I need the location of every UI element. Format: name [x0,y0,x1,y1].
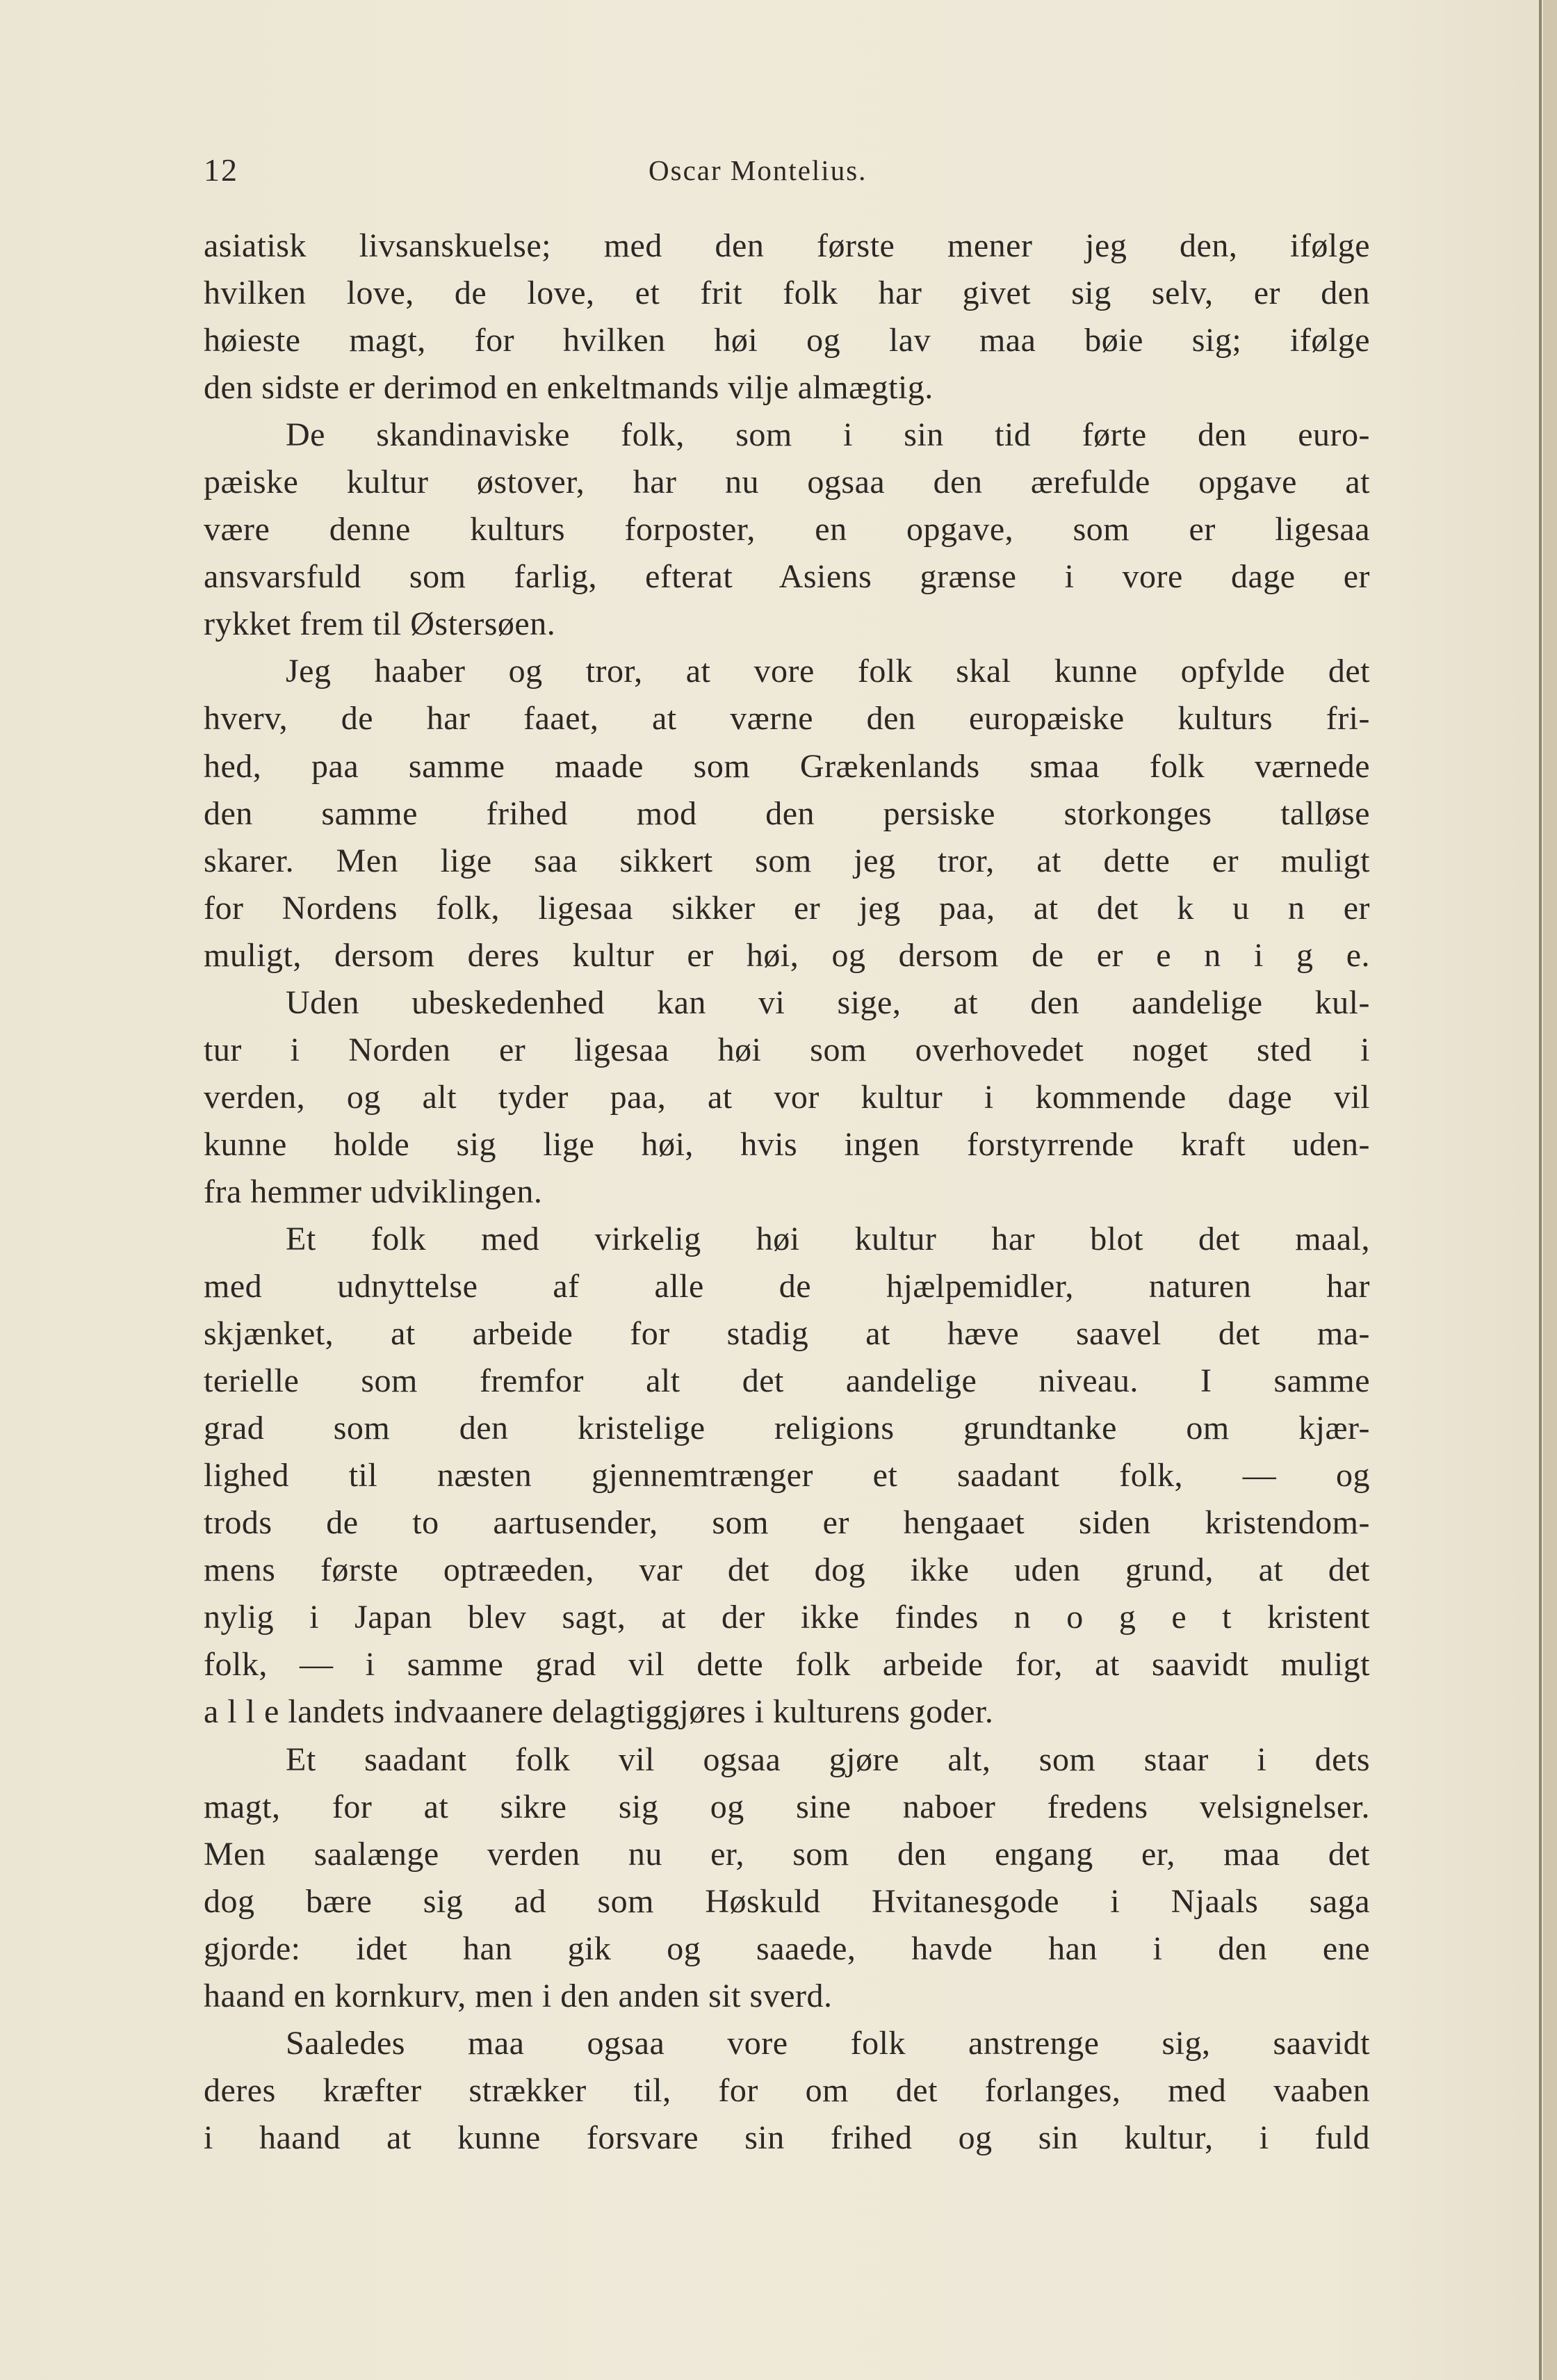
text-line: være denne kulturs forposter, en opgave, som er ligesaa [204,511,1370,548]
text-line: verden, og alt tyder paa, at vor kultur i kommende dage vil [204,1078,1370,1116]
page-number: 12 [204,152,238,188]
text-line: Uden ubeskedenhed kan vi sige, at den aandelige kul- [286,984,1370,1021]
text-line: fra hemmer udviklingen. [204,1173,543,1210]
text-line: den samme frihed mod den persiske storkonges talløse [204,794,1370,832]
running-head: Oscar Montelius. [649,154,867,186]
text-line: hed, paa samme maade som Grækenlands smaa folk værnede [204,747,1370,785]
text-line: kunne holde sig lige høi, hvis ingen forstyrrende kraft uden- [204,1125,1370,1163]
text-line: grad som den kristelige religions grundtanke om kjær- [204,1410,1370,1447]
text-line: for Nordens folk, ligesaa sikker er jeg paa, at det k u n er [204,889,1370,927]
text-line: gjorde: idet han gik og saaede, havde han i den ene [204,1930,1370,1967]
text-line: ansvarsfuld som farlig, efterat Asiens grænse i vore dage er [204,558,1370,596]
text-line: asiatisk livsanskuelse; med den første mener jeg den, ifølge [204,227,1370,264]
text-line: Et saadant folk vil ogsaa gjøre alt, som staar i dets [286,1741,1370,1778]
page-header [204,142,1371,198]
page-edge [1543,0,1557,2380]
text-line: deres kræfter strækker til, for om det forlanges, med vaaben [204,2071,1370,2109]
text-line: med udnyttelse af alle de hjælpemidler, naturen har [204,1268,1370,1305]
text-line: hvilken love, de love, et frit folk har givet sig selv, er den [204,275,1370,312]
text-line: terielle som fremfor alt det aandelige niveau. I samme [204,1362,1370,1400]
text-line: haand en kornkurv, men i den anden sit sverd. [204,1977,833,2014]
text-line: Men saalænge verden nu er, som den engang er, maa det [204,1835,1370,1873]
page-edge-line [1539,0,1542,2380]
text-line: hverv, de har faaet, at værne den europæiske kulturs fri- [204,700,1370,737]
text-line: De skandinaviske folk, som i sin tid førte den euro- [286,416,1370,454]
text-line: den sidste er derimod en enkeltmands vilje almægtig. [204,369,934,407]
text-line: Jeg haaber og tror, at vore folk skal kunne opfylde det [286,653,1370,690]
text-line: tur i Norden er ligesaa høi som overhovedet noget sted i [204,1031,1370,1068]
text-line: muligt, dersom deres kultur er høi, og dersom de er e n i g e. [204,936,1370,974]
text-line: rykket frem til Østersøen. [204,605,556,643]
text-line: mens første optræeden, var det dog ikke uden grund, at det [204,1551,1370,1589]
text-line: pæiske kultur østover, har nu ogsaa den ærefulde opgave at [204,464,1370,501]
text-line: Et folk med virkelig høi kultur har blot det maal, [286,1220,1370,1257]
text-line: magt, for at sikre sig og sine naboer fredens velsignelser. [204,1788,1370,1825]
text-line: skjænket, at arbeide for stadig at hæve saavel det ma- [204,1315,1370,1353]
text-line: lighed til næsten gjennemtrænger et saadant folk, — og [204,1457,1370,1494]
text-line: nylig i Japan blev sagt, at der ikke findes n o g e t kristent [204,1599,1370,1636]
text-line: trods de to aartusender, som er hengaaet siden kristendom- [204,1504,1370,1542]
text-line: a l l e landets indvaanere delagtiggjøres i kulturens goder. [204,1693,994,1731]
text-line: Saaledes maa ogsaa vore folk anstrenge sig, saavidt [286,2024,1370,2062]
text-line: skarer. Men lige saa sikkert som jeg tror, at dette er muligt [204,842,1370,879]
body-text [204,222,1370,2162]
text-line: i haand at kunne forsvare sin frihed og sin kultur, i fuld [204,2119,1370,2156]
text-line: folk, — i samme grad vil dette folk arbeide for, at saavidt muligt [204,1646,1370,1684]
text-line: dog bære sig ad som Høskuld Hvitanesgode i Njaals saga [204,1882,1370,1920]
text-line: høieste magt, for hvilken høi og lav maa bøie sig; ifølge [204,322,1370,359]
